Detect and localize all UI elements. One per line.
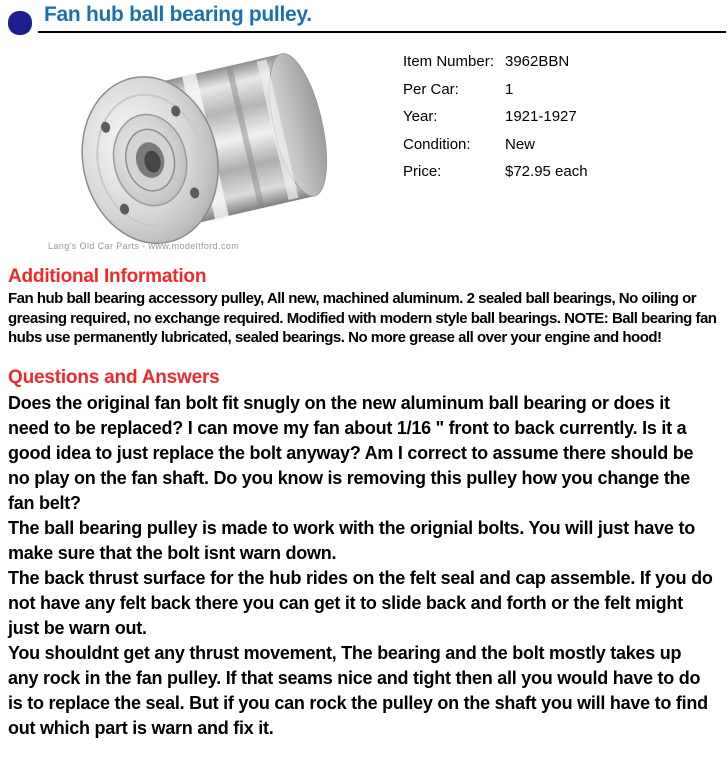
pulley-image — [40, 45, 355, 250]
qa-answer: The back thrust surface for the hub rides on the felt seal and cap assemble. If you do not have any felt back there you can get it to slide back and forth or the felt might just be warn out. — [8, 568, 713, 638]
additional-info-text: Fan hub ball bearing accessory pulley, All new, machined aluminum. 2 sealed ball bearings, No oiling or greasing required, no exchange required. Modified with modern style ball bearings. NOTE: Ball bearing fan hubs use permanently lubricated, sealed bearings. No more grease all over your engine and hood! — [8, 290, 717, 346]
page-title: Fan hub ball bearing pulley. — [44, 3, 312, 26]
detail-value-per-car: 1 — [505, 80, 514, 98]
detail-value-year: 1921-1927 — [505, 108, 577, 126]
bullet-icon — [8, 11, 32, 35]
product-details — [403, 53, 588, 191]
detail-label: Per Car: — [403, 80, 459, 98]
detail-value-condition: New — [505, 135, 536, 153]
qa-section — [8, 391, 714, 741]
detail-value-price: $72.95 each — [505, 163, 588, 181]
detail-label: Price: — [403, 163, 442, 181]
additional-info-heading: Additional Information — [8, 266, 207, 287]
photo-watermark: Lang's Old Car Parts - www.modeltford.com — [48, 241, 240, 251]
qa-answer: The ball bearing pulley is made to work with the orignial bolts. You will just have to make sure that the bolt isnt warn down. — [8, 518, 695, 563]
detail-value-item-number: 3962BBN — [505, 53, 570, 70]
detail-label: Year: — [403, 108, 438, 126]
product-photo — [40, 45, 355, 255]
qa-question: Does the original fan bolt fit snugly on the new aluminum ball bearing or does it need to be replaced? I can move my fan about 1/16 " front to back currently. Is it a good idea to just replace the bolt anyway? Am I correct to assume there should be no play on the fan shaft. Do you know is removing this pulley how you change the fan belt? — [8, 393, 694, 513]
qa-heading: Questions and Answers — [8, 367, 220, 388]
qa-answer: You shouldnt get any thrust movement, The bearing and the bolt mostly takes up any rock in the fan pulley. If that seams nice and tight then all you would have to do is to replace the seal. But if you can rock the pulley on the shaft you will have to find out which part is warn and fix it. — [8, 643, 708, 738]
detail-label: Condition: — [403, 135, 471, 153]
detail-label: Item Number: — [403, 53, 494, 70]
title-underline — [38, 31, 726, 33]
